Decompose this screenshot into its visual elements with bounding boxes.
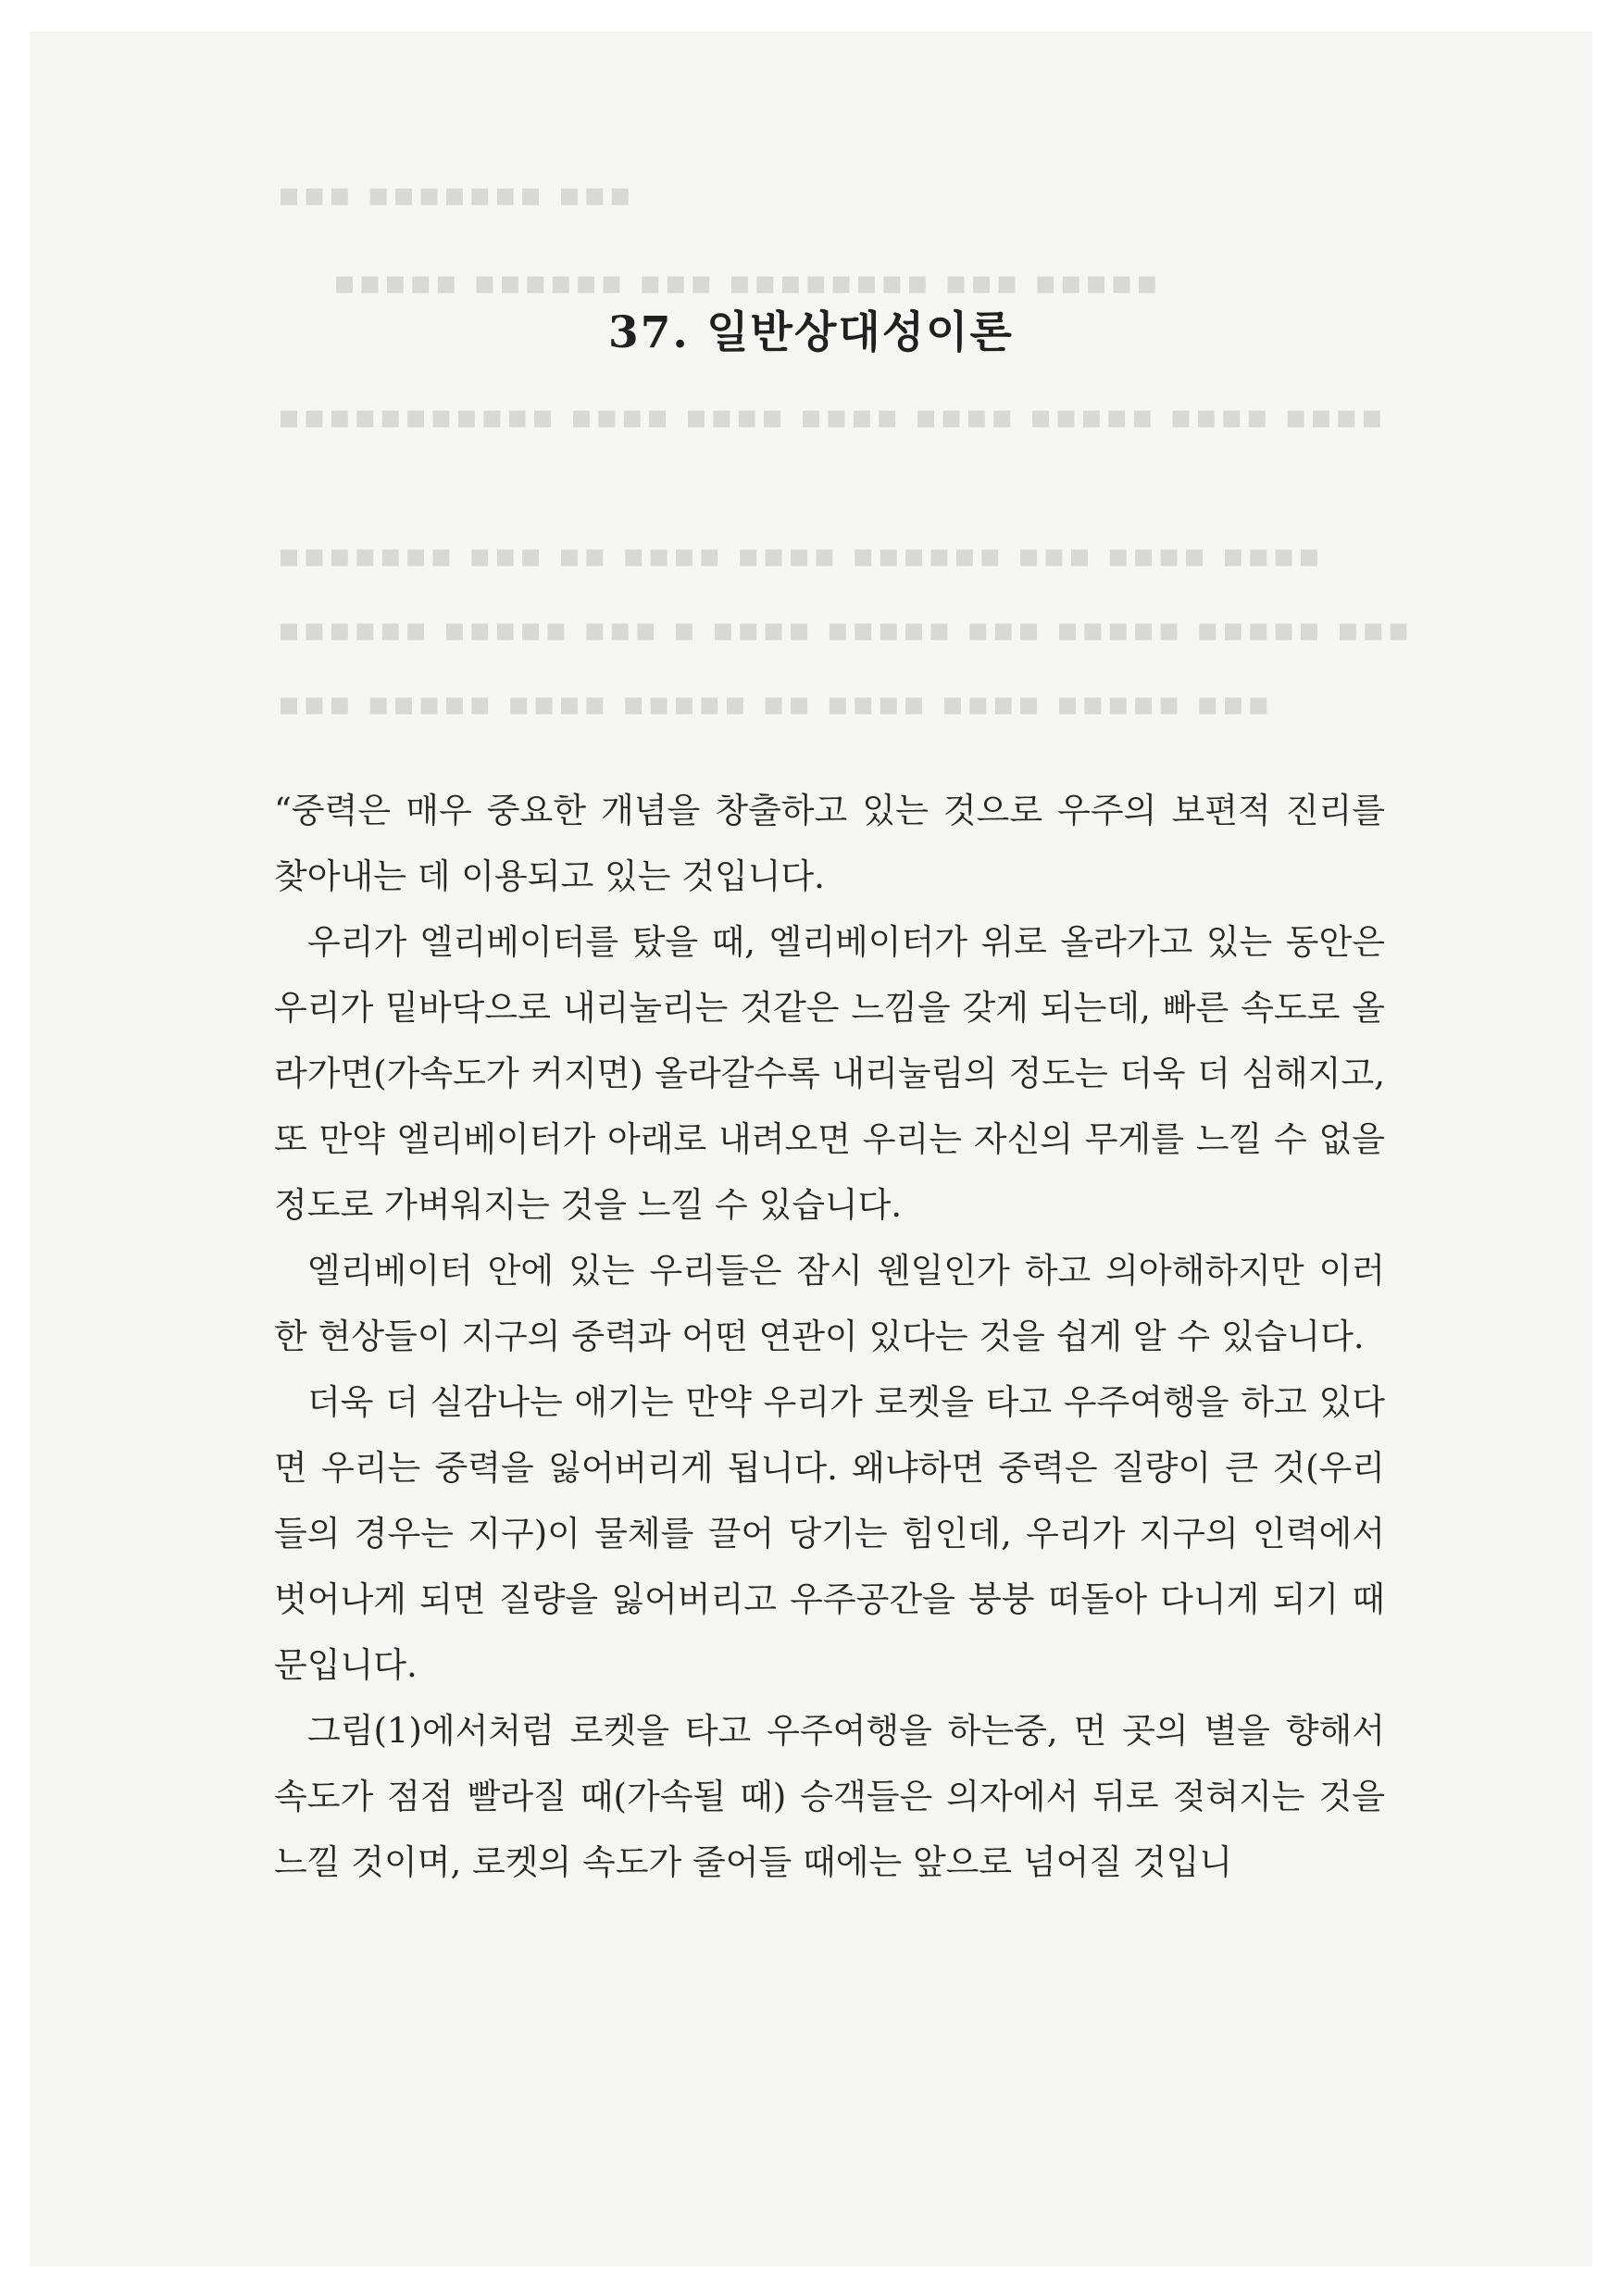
paragraph: 그림(1)에서처럼 로켓을 타고 우주여행을 하는중, 먼 곳의 별을 향해서 속도가 점점 빨라질 때(가속될 때) 승객들은 의자에서 뒤로 젖혀지는 것을 느낄 것이며, 로켓의 속도가 줄어들 때에는 앞으로 넘어질 것입니 [274, 1711, 1385, 1882]
paragraph: 우리가 엘리베이터를 탔을 때, 엘리베이터가 위로 올라가고 있는 동안은 우리가 밑바닥으로 내리눌리는 것같은 느낌을 갖게 되는데, 빠른 속도로 올라가면(가속도가 커지면) 올라갈수록 내리눌림의 정도는 더욱 더 심해지고, 또 만약 엘리베이터가 아래로 내려오면 우리는 자신의 무게를 느낄 수 없을 정도로 가벼워지는 것을 느낄 수 있습니다. [274, 922, 1385, 1225]
paragraph: “중력은 매우 중요한 개념을 창출하고 있는 것으로 우주의 보편적 진리를 찾아내는 데 이용되고 있는 것입니다. [274, 791, 1385, 896]
paragraph: 더욱 더 실감나는 애기는 만약 우리가 로켓을 타고 우주여행을 하고 있다면 우리는 중력을 잃어버리게 됩니다. 왜냐하면 중력은 질량이 큰 것(우리들의 경우는 지구)이 물체를 끌어 당기는 힘인데, 우리가 지구의 인력에서 벗어나게 되면 질량을 잃어버리고 우주공간을 붕붕 떠돌아 다니게 되기 때문입니다. [274, 1382, 1385, 1685]
body-text [274, 778, 1385, 1895]
page-title: 37. 일반상대성이론 [608, 307, 1014, 358]
paragraph: 엘리베이터 안에 있는 우리들은 잠시 웬일인가 하고 의아해하지만 이러한 현상들이 지구의 중력과 어떤 연관이 있다는 것을 쉽게 알 수 있습니다. [274, 1251, 1385, 1356]
